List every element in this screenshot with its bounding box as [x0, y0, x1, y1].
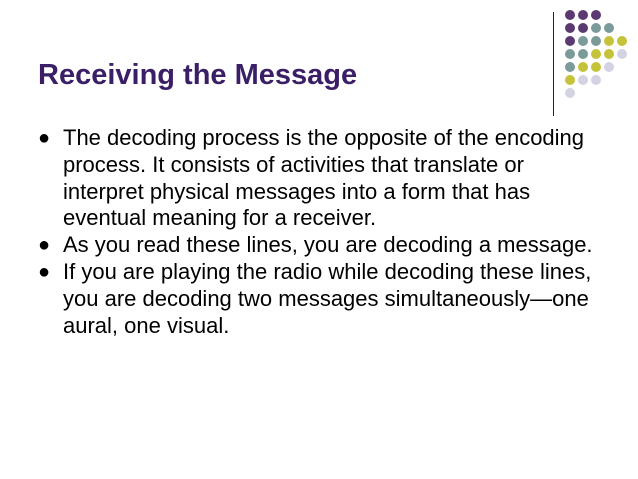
decorative-dot — [565, 62, 575, 72]
bullet-dot-icon: ● — [38, 127, 51, 149]
decorative-dot — [604, 36, 614, 46]
decorative-dot — [578, 62, 588, 72]
decorative-dot — [604, 23, 614, 33]
bullet-list — [38, 125, 598, 339]
decorative-dot — [617, 36, 627, 46]
bullet-text: The decoding process is the opposite of the encoding process. It consists of activities that translate or interpret physical messages into a form that has eventual meaning for a receiver. — [63, 125, 585, 231]
bullet-text: If you are playing the radio while decoding these lines, you are decoding two messages simultaneously—one aural, one visual. — [63, 258, 592, 338]
decorative-dot — [578, 36, 588, 46]
bullet-item — [38, 125, 598, 232]
bullet-item — [38, 232, 598, 259]
bullet-dot-icon: ● — [38, 260, 51, 283]
decorative-dot — [591, 75, 601, 85]
decorative-dot — [578, 23, 588, 33]
decorative-dot — [565, 75, 575, 85]
decorative-dot — [604, 49, 614, 59]
decorative-dot — [565, 88, 575, 98]
decorative-dot — [565, 36, 575, 46]
decorative-dot-grid — [565, 10, 637, 106]
title-divider-rule — [553, 12, 554, 116]
decorative-dot — [578, 75, 588, 85]
bullet-text: As you read these lines, you are decoding a message. — [63, 232, 593, 258]
decorative-dot — [591, 10, 601, 20]
slide-title: Receiving the Message — [38, 59, 358, 91]
bullet-item — [38, 259, 598, 339]
decorative-dot — [565, 23, 575, 33]
decorative-dot — [565, 10, 575, 20]
decorative-dot — [578, 10, 588, 20]
decorative-dot — [591, 23, 601, 33]
decorative-dot — [565, 49, 575, 59]
decorative-dot — [604, 62, 614, 72]
decorative-dot — [591, 36, 601, 46]
decorative-dot — [591, 49, 601, 59]
decorative-dot — [591, 62, 601, 72]
decorative-dot — [617, 49, 627, 59]
decorative-dot — [578, 49, 588, 59]
bullet-dot-icon: ● — [38, 234, 51, 257]
